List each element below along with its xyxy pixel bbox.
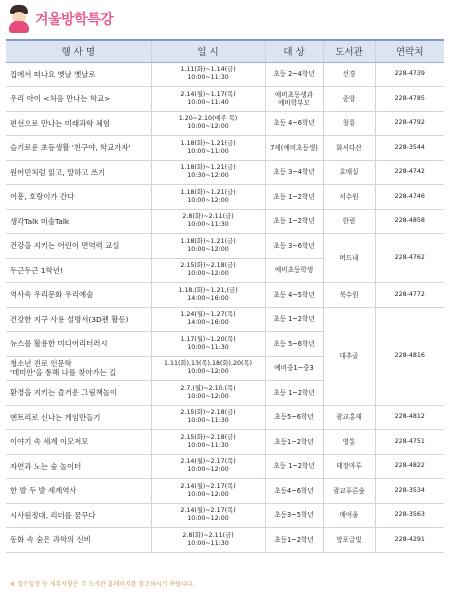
program-phone: 228-4772 (375, 283, 444, 308)
program-library: 화서다산 (323, 136, 375, 161)
program-name: 우리 아이 <처음 만나는 학교> (6, 87, 151, 112)
program-library: 한림 (323, 209, 375, 234)
program-target: 예비초등생과 예비학부모 (265, 87, 323, 112)
program-name: 뉴스를 활용한 미디어리터러시 (6, 332, 151, 357)
program-date: 2.14(월)~1.17(목) 10:00~11:40 (151, 87, 265, 112)
program-target: 초등3~5학년 (265, 503, 323, 528)
program-name: 건강을 지키는 어린이 면역력 교실 (6, 234, 151, 259)
program-date: 2.15(화)~2.18(금) 10:00~11:30 (151, 430, 265, 455)
program-date: 1.18(화)~1.21(금) 10:00~11:00 (151, 136, 265, 161)
table-row (6, 111, 444, 136)
program-name: 한 발 두 발 세계역사 (6, 479, 151, 504)
program-phone: 228-4858 (375, 209, 444, 234)
program-library: 버드내 (323, 234, 375, 283)
program-phone: 228-4751 (375, 430, 444, 455)
program-target: 초등 1~2학년 (265, 185, 323, 210)
program-phone: 228-4812 (375, 405, 444, 430)
program-library: 망포글빛 (323, 528, 375, 553)
program-date: 1.18(화)~1.21(금) 10:00~12:00 (151, 234, 265, 259)
program-name: 편선으로 만나는 미래과학 체험 (6, 111, 151, 136)
program-date: 2.14(월)~2.17(목) 10:00~12:00 (151, 454, 265, 479)
program-phone: 228-4739 (375, 62, 444, 87)
program-library: 창룡 (323, 111, 375, 136)
table-row (6, 136, 444, 161)
program-target: 초등 1~2학년 (265, 381, 323, 406)
program-date: 2.14(월)~2.17(목) 10:00~12:00 (151, 503, 265, 528)
program-name: 시사원정대, 리더를 꿈꾸다 (6, 503, 151, 528)
program-date: 1.24(월)~1.27(목) 14:00~16:00 (151, 307, 265, 332)
program-library: 북수원 (323, 283, 375, 308)
program-date: 1.11(화)~1.14(금) 10:00~11:30 (151, 62, 265, 87)
program-library: 광교푸른숲 (323, 479, 375, 504)
program-date: 2.8(화)~2.11(금) 10:00~11:30 (151, 528, 265, 553)
mascot-icon (6, 5, 32, 33)
footnote: ※ 접수일정 등 세부사항은 각 도서관 홈페이지를 참고하시기 바랍니다. (10, 581, 195, 588)
program-date: 2.7.(월)~2.10.(목) 10:00~12:00 (151, 381, 265, 406)
table-row (6, 454, 444, 479)
program-phone: 228-4291 (375, 528, 444, 553)
program-target: 초등 4~5학년 (265, 283, 323, 308)
table-row (6, 479, 444, 504)
program-date: 1.11(화),13(목),18(화),20(목) 10:00~12:00 (151, 356, 265, 381)
program-phone: 228-4822 (375, 454, 444, 479)
program-phone: 228-4792 (375, 111, 444, 136)
program-target: 초등1~2학년 (265, 528, 323, 553)
column-header-target: 대 상 (265, 40, 323, 62)
program-date: 1.18(화)~1.21(금) 10:30~12:00 (151, 160, 265, 185)
program-target: 초등 5~6학년 (265, 332, 323, 357)
table-row (6, 430, 444, 455)
program-target: 초등 4~6학년 (265, 111, 323, 136)
program-library: 대추골 (323, 307, 375, 405)
program-target: 초등5~6학년 (265, 405, 323, 430)
column-header-phone: 연락처 (375, 40, 444, 62)
program-name: 생각Talk 미술Talk (6, 209, 151, 234)
program-name: 엔트리로 신나는 게임만들기 (6, 405, 151, 430)
program-name: 어흥, 호랑이가 간다 (6, 185, 151, 210)
program-target: 초등1~2학년 (265, 430, 323, 455)
program-name: 이야기 속 세계 이모저모 (6, 430, 151, 455)
program-date: 1.18(화)~1.21(금) 10:00~12:00 (151, 185, 265, 210)
column-header-name: 행 사 명 (6, 40, 151, 62)
program-library: 매여울 (323, 503, 375, 528)
table-row (6, 307, 444, 332)
program-target: 초등 1~2학년 (265, 209, 323, 234)
page-title: 겨울방학특강 (35, 12, 114, 28)
program-library: 태장마루 (323, 454, 375, 479)
program-target: 초등 3~4학년 (265, 160, 323, 185)
program-name: 두근두근 1학년! (6, 258, 151, 283)
program-target: 7세(예비초등생) (265, 136, 323, 161)
program-phone: 228-3563 (375, 503, 444, 528)
table-row (6, 87, 444, 112)
program-library: 서수원 (323, 185, 375, 210)
program-target: 초등4~6학년 (265, 479, 323, 504)
program-date: 2.15(화)~2.18(금) 10:00~11:30 (151, 405, 265, 430)
column-header-date: 일 시 (151, 40, 265, 62)
program-date: 1.17(월)~1.20(목) 10:00~11:30 (151, 332, 265, 357)
program-name: 건강한 지구 사용 설명서(3D펜 활동) (6, 307, 151, 332)
program-target: 예비초등학생 (265, 258, 323, 283)
program-name: 청소년 진로 인문학 '데미안'을 통해 나를 찾아가는 길 (6, 356, 151, 381)
table-row (6, 209, 444, 234)
program-name: 슬기로운 초등생활 '친구야, 학교가자' (6, 136, 151, 161)
program-library: 호매실 (323, 160, 375, 185)
program-phone: 228-3534 (375, 479, 444, 504)
table-row (6, 503, 444, 528)
program-phone: 228-4762 (375, 234, 444, 283)
program-date: 1.20~2.10(매주 목) 10:00~12:00 (151, 111, 265, 136)
table-row (6, 528, 444, 553)
table-row (6, 405, 444, 430)
table-row (6, 283, 444, 308)
program-name: 역사속 우리문화 우리예술 (6, 283, 151, 308)
program-phone: 228-4742 (375, 160, 444, 185)
table-row (6, 185, 444, 210)
program-library: 중앙 (323, 87, 375, 112)
program-target: 초등 2~4학년 (265, 62, 323, 87)
program-target: 예비중1~중3 (265, 356, 323, 381)
program-name: 원어민처럼 읽고, 말하고 쓰기 (6, 160, 151, 185)
table-header-row (6, 40, 444, 62)
program-phone: 228-4746 (375, 185, 444, 210)
program-date: 2.14(월)~2.17(목) 10:00~12:00 (151, 479, 265, 504)
program-phone: 228-4816 (375, 307, 444, 405)
table-row (6, 62, 444, 87)
program-name: 환경을 지키는 즐거운 그림책놀이 (6, 381, 151, 406)
table-row (6, 160, 444, 185)
page-header (6, 4, 113, 34)
program-library: 영통 (323, 430, 375, 455)
program-table (6, 39, 444, 553)
program-name: 동화 속 숨은 과학의 신비 (6, 528, 151, 553)
program-date: 1.18,(화)~1.21,(금) 14:00~16:00 (151, 283, 265, 308)
program-phone: 228-4785 (375, 87, 444, 112)
program-date: 2.15(화)~2.18(금) 10:00~12:00 (151, 258, 265, 283)
column-header-library: 도서관 (323, 40, 375, 62)
program-name: 집에서 떠나요 옛날 옛날로 (6, 62, 151, 87)
program-date: 2.8(화)~2.11(금) 10:00~11:30 (151, 209, 265, 234)
program-name: 자연과 노는 숲 놀이터 (6, 454, 151, 479)
program-library: 광교홍재 (323, 405, 375, 430)
program-target: 초등 3~6학년 (265, 234, 323, 259)
program-target: 초등 1~2학년 (265, 307, 323, 332)
table-row (6, 234, 444, 259)
program-phone: 228-3544 (375, 136, 444, 161)
program-target: 초등 1~2학년 (265, 454, 323, 479)
program-library: 선경 (323, 62, 375, 87)
